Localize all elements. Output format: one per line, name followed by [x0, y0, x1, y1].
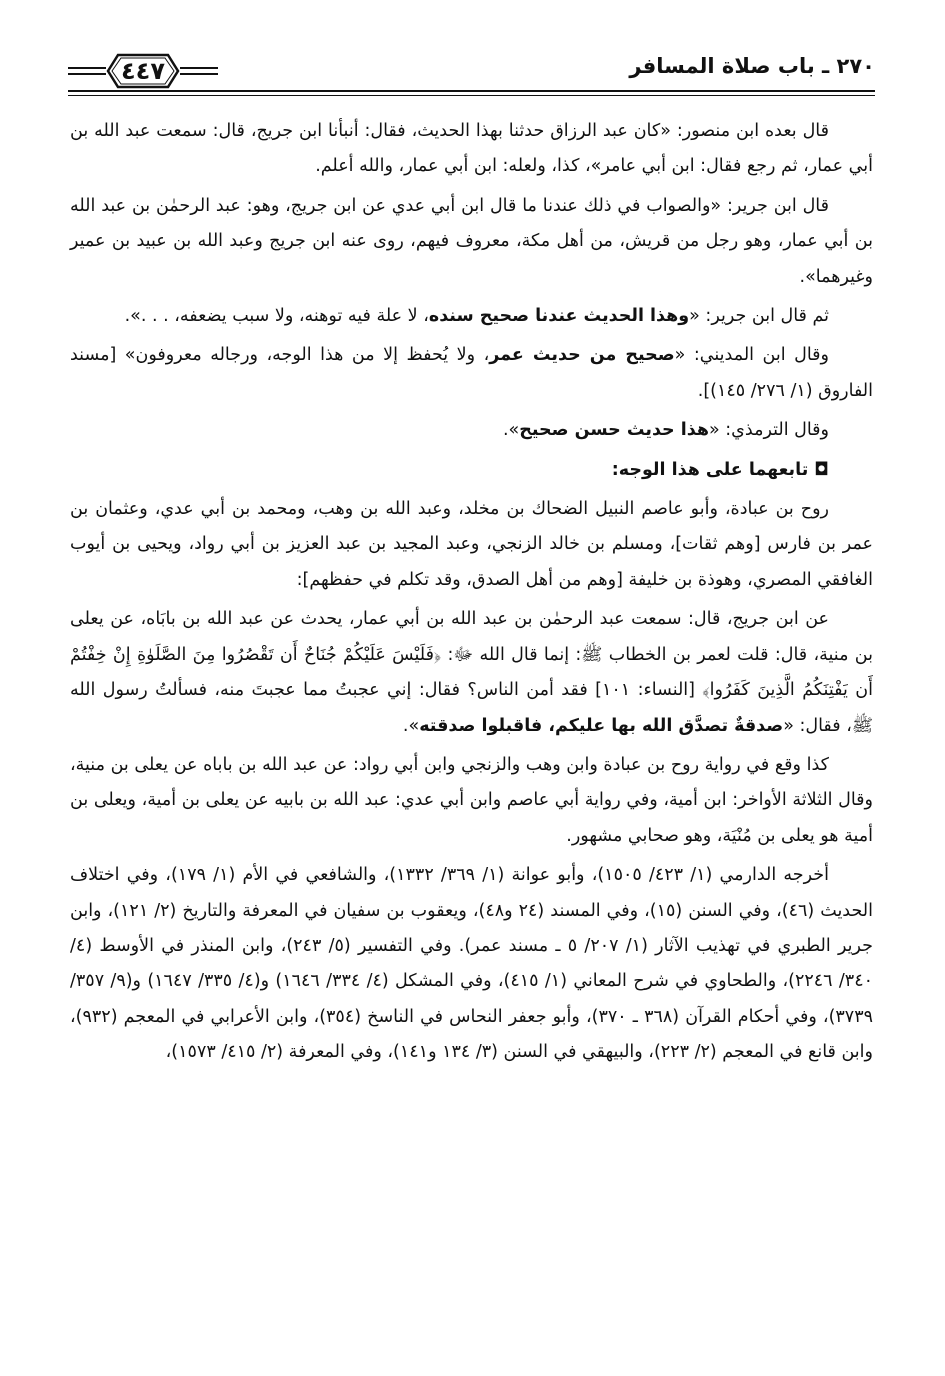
paragraph-7: عن ابن جريج، قال: سمعت عبد الرحمٰن بن عبد الله بن أبي عمار، يحدث عن عبد الله بن بابَاه، عن يعلى بن منية، قال: قلت لعمر بن الخطاب ﷺ: إنما قال الله ﷻ: ﴿فَلَيْسَ عَلَيْكُمْ جُنَاحٌ أَن تَقْصُرُوا مِنَ الصَّلَوٰةِ إِنْ خِفْتُمْ أَن يَفْتِنَكُمُ الَّذِينَ كَفَرُوا﴾ [النساء: ١٠١] فقد أمن الناس؟ فقال: إني عجبتُ مما عجبتَ منه، فسألتُ رسول الله ﷺ، فقال: «صدقةٌ تصدَّق الله بها عليكم، فاقبلوا صدقته». [70, 609, 873, 736]
page-body [70, 114, 873, 1075]
page-number: ٤٤٧ [121, 57, 165, 85]
paragraph-1: قال بعده ابن منصور: «كان عبد الرزاق حدثنا بهذا الحديث، فقال: أنبأنا ابن جريج، قال: سمعت عبد الله بن أبي عمار، ثم رجع فقال: ابن أبي عامر»، كذا، ولعله: ابن أبي عمار، والله أعلم. [70, 121, 873, 177]
paragraph-9: أخرجه الدارمي (١/ ٤٢٣/ ١٥٠٥)، وأبو عوانة (١/ ٣٦٩/ ١٣٣٢)، والشافعي في الأم (١/ ١٧٩)، وفي اختلاف الحديث (٤٦)، وفي السنن (١٥)، وفي المسند (٢٤ و٤٨)، ويعقوب بن سفيان في المعرفة والتاريخ (٢/ ١٢١)، وابن جرير الطبري في تهذيب الآثار (١/ ٢٠٧/ ٥ ـ مسند عمر). وفي التفسير (٥/ ٢٤٣)، وابن المنذر في الأوسط (٤/ ٣٤٠/ ٢٢٤٦)، والطحاوي في شرح المعاني (١/ ٤١٥)، وفي المشكل (٤/ ٣٣٤/ ١٦٤٦) و(٤/ ٣٣٥/ ١٦٤٧) و(٩/ ٣٥٧/ ٣٧٣٩)، وفي أحكام القرآن (٣٦٨ ـ ٣٧٠)، وأبو جعفر النحاس في الناسخ (٣٥٤)، وابن الأعرابي في المعجم (٩٣٢)، وابن قانع في المعجم (٢/ ٢٢٣)، والبيهقي في السنن (٣/ ١٣٤ و١٤١)، وفي المعرفة (٢/ ٤١٥/ ١٥٧٣)، [70, 865, 874, 1063]
page-header [68, 50, 875, 96]
running-head: ٢٧٠ ـ باب صلاة المسافر [629, 54, 875, 78]
paragraph-2: قال ابن جرير: «والصواب في ذلك عندنا ما قال ابن أبي عدي عن ابن جريج، وهو: عبد الرحمٰن بن عبد الله بن أبي عمار، وهو رجل من قريش، من أهل مكة، معروف فيهم، روى عنه ابن جريج وعبد الله بن عبيد بن عمير وغيرهما». [70, 195, 873, 287]
bullet-icon: ◘ [814, 459, 829, 480]
paragraph-3: ثم قال ابن جرير: «وهذا الحديث عندنا صحيح سنده، لا علة فيه توهنه، ولا سبب يضعفه، . . .». [124, 306, 829, 327]
paragraph-4: وقال ابن المديني: «صحيح من حديث عمر، ولا يُحفظ إلا من هذا الوجه، ورجاله معروفون» [مسند الفاروق (١/ ٢٧٦/ ١٤٥)]. [70, 345, 873, 401]
page-number-badge [68, 50, 218, 94]
paragraph-5: وقال الترمذي: «هذا حديث حسن صحيح». [502, 420, 829, 441]
paragraph-6: روح بن عبادة، وأبو عاصم النبيل الضحاك بن مخلد، وعبد الله بن وهب، ومحمد بن أبي عدي، وعثمان بن عمر بن فارس [وهم ثقات]، ومسلم بن خالد الزنجي، وعبد المجيد بن عبد العزيز بن أبي رواد، ويحيى بن أيوب الغافقي المصري، وهوذة بن خليفة [وهم من أهل الصدق، وقد تكلم في حفظهم]: [70, 499, 873, 590]
paragraph-8: كذا وقع في رواية روح بن عبادة وابن وهب والزنجي وابن أبي رواد: عن عبد الله بن باباه عن يعلى بن منية، وقال الثلاثة الأواخر: ابن أمية، وفي رواية أبي عاصم وابن أبي عدي: عبد الله بن بابيه عن يعلى بن أمية، ويعلى بن أمية هو يعلى بن مُنْيَة، وهو صحابي مشهور. [70, 754, 873, 846]
section-heading: ◘تابعهما على هذا الوجه: [611, 459, 829, 480]
